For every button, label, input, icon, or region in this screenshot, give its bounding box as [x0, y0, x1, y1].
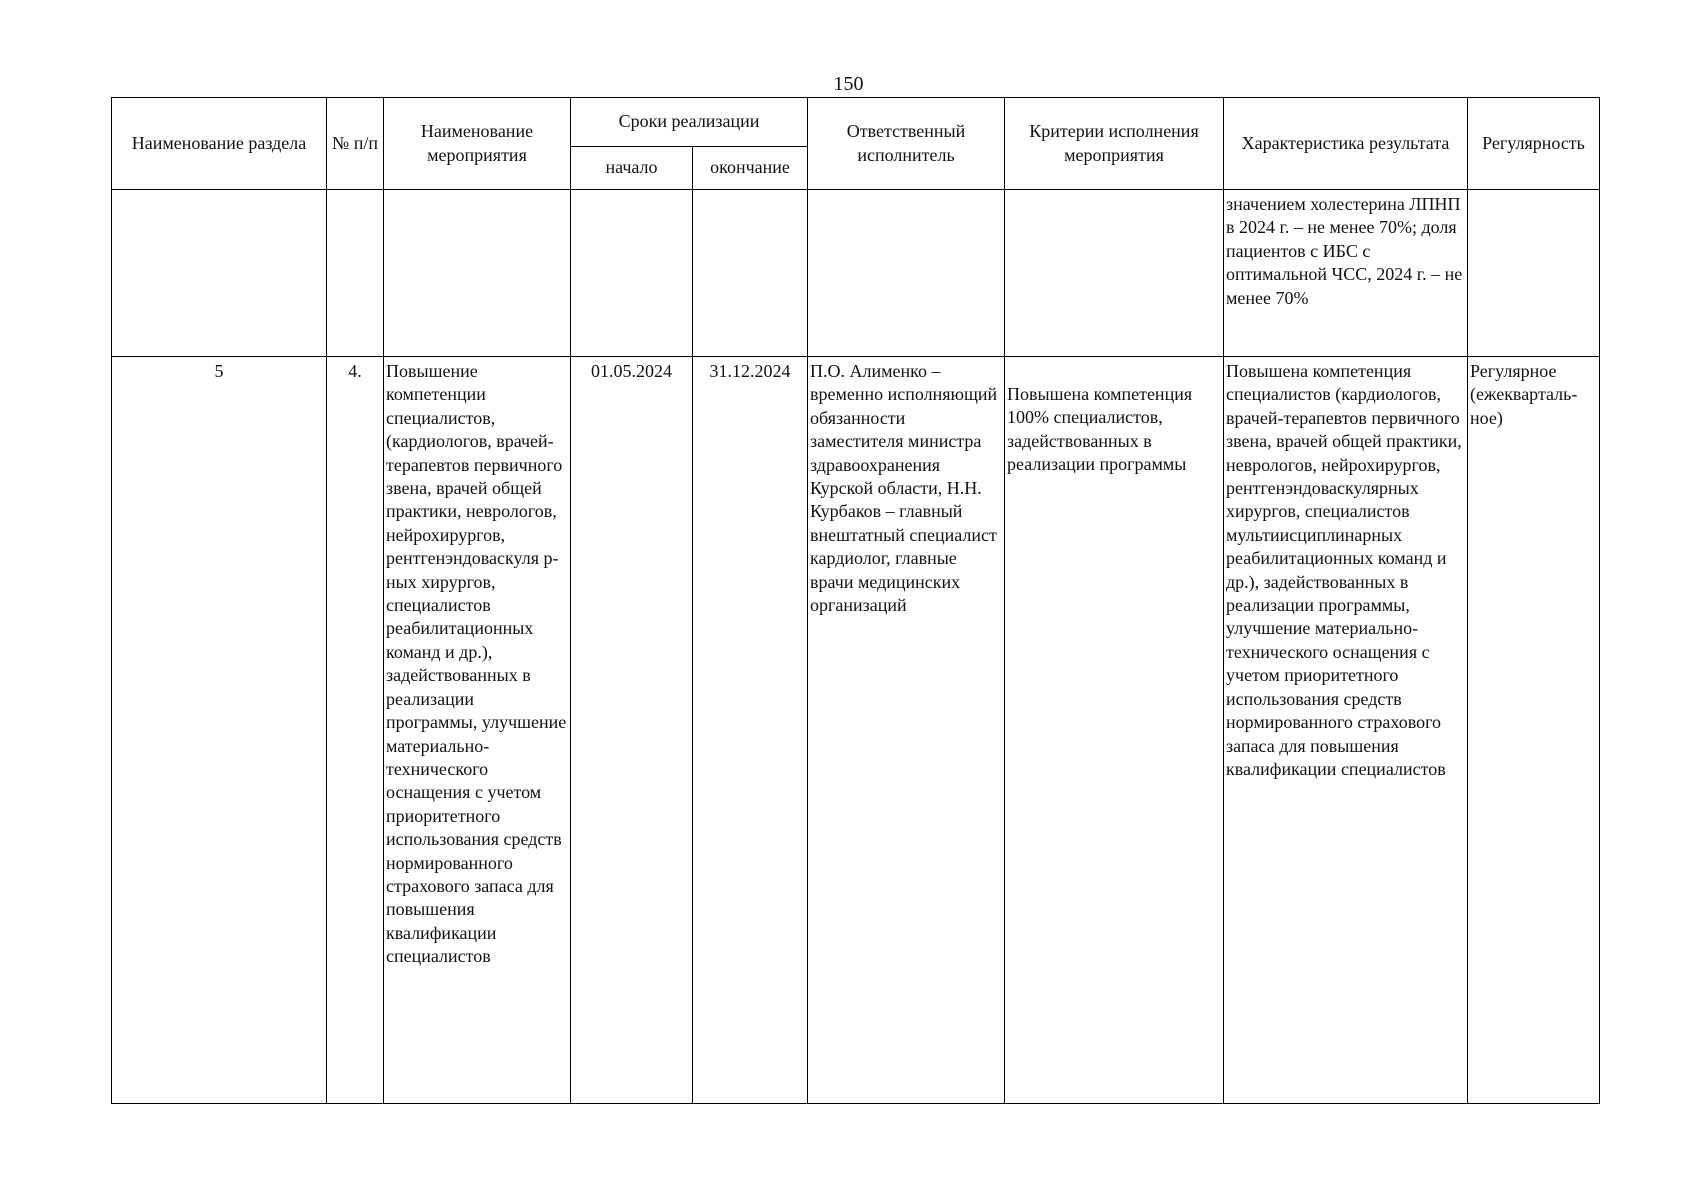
cell-regularity: [1468, 190, 1600, 357]
cell-section: [112, 190, 327, 357]
cell-responsible: [808, 190, 1005, 357]
cell-responsible: П.О. Алименко – временно исполняющий обязанности заместителя министра здравоохранения Курской области, Н.Н. Курбаков – главный внештатный специалист кардиолог, главные врачи медицинских организаций: [808, 357, 1005, 1104]
header-regularity: Регулярность: [1468, 98, 1600, 190]
cell-number: [327, 190, 384, 357]
table-row: [112, 357, 1600, 1104]
cell-end: 31.12.2024: [693, 357, 808, 1104]
page-number: 150: [833, 73, 864, 95]
header-criteria: Критерии исполнения мероприятия: [1005, 98, 1224, 190]
header-responsible: Ответственный исполнитель: [808, 98, 1005, 190]
cell-event: Повышение компетенции специалистов, (кардиологов, врачей-терапевтов первичного звена, врачей общей практики, неврологов, нейрохирургов, рентгенэндоваскуля р-ных хирургов, специалистов реабилитационных команд и др.), задействованных в реализации программы, улучшение материально-технического оснащения с учетом приоритетного использования средств нормированного страхового запаса для повышения квалификации специалистов: [384, 357, 571, 1104]
cell-result: Повышена компетенция специалистов (кардиологов, врачей-терапевтов первичного звена, врачей общей практики, неврологов, нейрохирургов, рентгенэндоваскулярных хирургов, специалистов мультиисциплинарных реабилитационных команд и др.), задействованных в реализации программы, улучшение материально-технического оснащения с учетом приоритетного использования средств нормированного страхового запаса для повышения квалификации специалистов: [1224, 357, 1468, 1104]
cell-regularity: Регулярное (ежекварталь-ное): [1468, 357, 1600, 1104]
header-section-name: Наименование раздела: [112, 98, 327, 190]
table-row: [112, 190, 1600, 357]
cell-end: [693, 190, 808, 357]
header-start: начало: [571, 147, 693, 190]
header-event-name: Наименование мероприятия: [384, 98, 571, 190]
cell-start: 01.05.2024: [571, 357, 693, 1104]
cell-start: [571, 190, 693, 357]
cell-result: значением холестерина ЛПНП в 2024 г. – не менее 70%; доля пациентов с ИБС с оптимальной ЧСС, 2024 г. – не менее 70%: [1224, 190, 1468, 357]
header-number: № п/п: [327, 98, 384, 190]
activities-table: [111, 97, 1600, 1104]
header-result: Характеристика результата: [1224, 98, 1468, 190]
cell-number: 4.: [327, 357, 384, 1104]
cell-section: 5: [112, 357, 327, 1104]
header-timing: Сроки реализации: [571, 98, 808, 147]
header-end: окончание: [693, 147, 808, 190]
cell-criteria: Повышена компетенция 100% специалистов, задействованных в реализации программы: [1005, 357, 1224, 1104]
cell-criteria: [1005, 190, 1224, 357]
cell-event: [384, 190, 571, 357]
